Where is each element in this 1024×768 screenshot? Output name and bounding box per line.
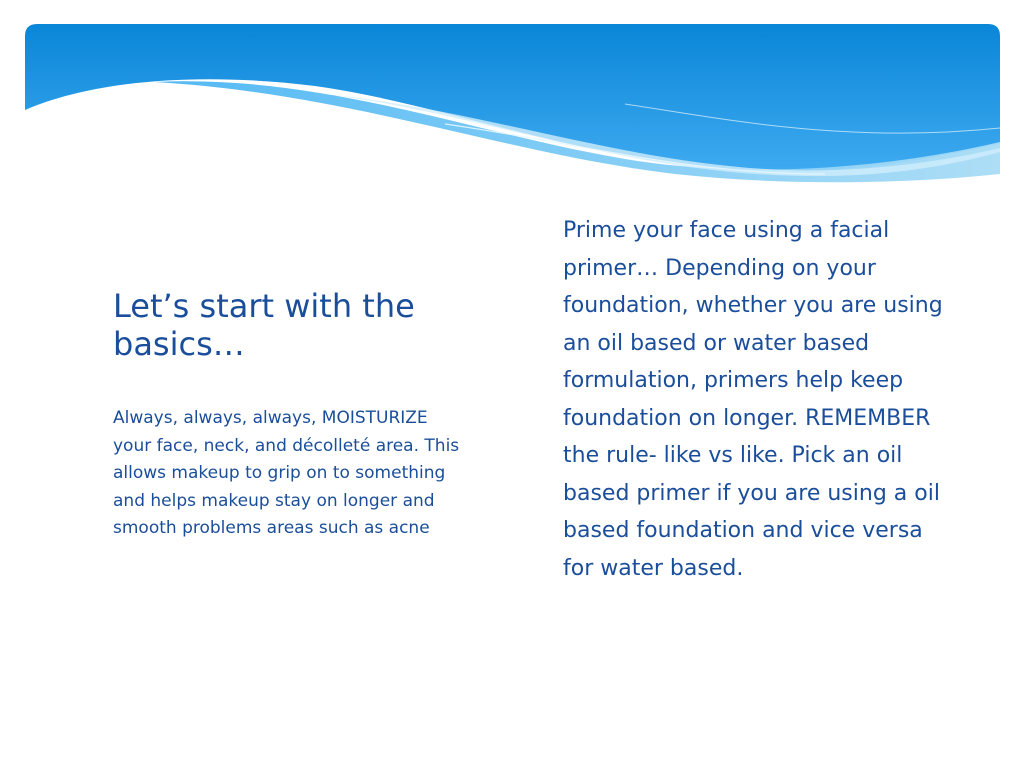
right-body-text: Prime your face using a facial primer… Depending on your foundation, whether you are using an oil based or water based formulation, primers help keep foundation on longer. REMEMBER the rule- like vs like. Pick an oil based primer if you are using a oil based foundation and vice versa for water based. <box>563 218 943 581</box>
slide-title: Let’s start with the basics… <box>113 287 415 363</box>
left-body-text: Always, always, always, MOISTURIZE your face, neck, and décolleté area. This allows makeup to grip on to something and helps makeup stay on longer and smooth problems areas such as acne <box>113 408 460 538</box>
header-wave-banner <box>25 24 1000 184</box>
